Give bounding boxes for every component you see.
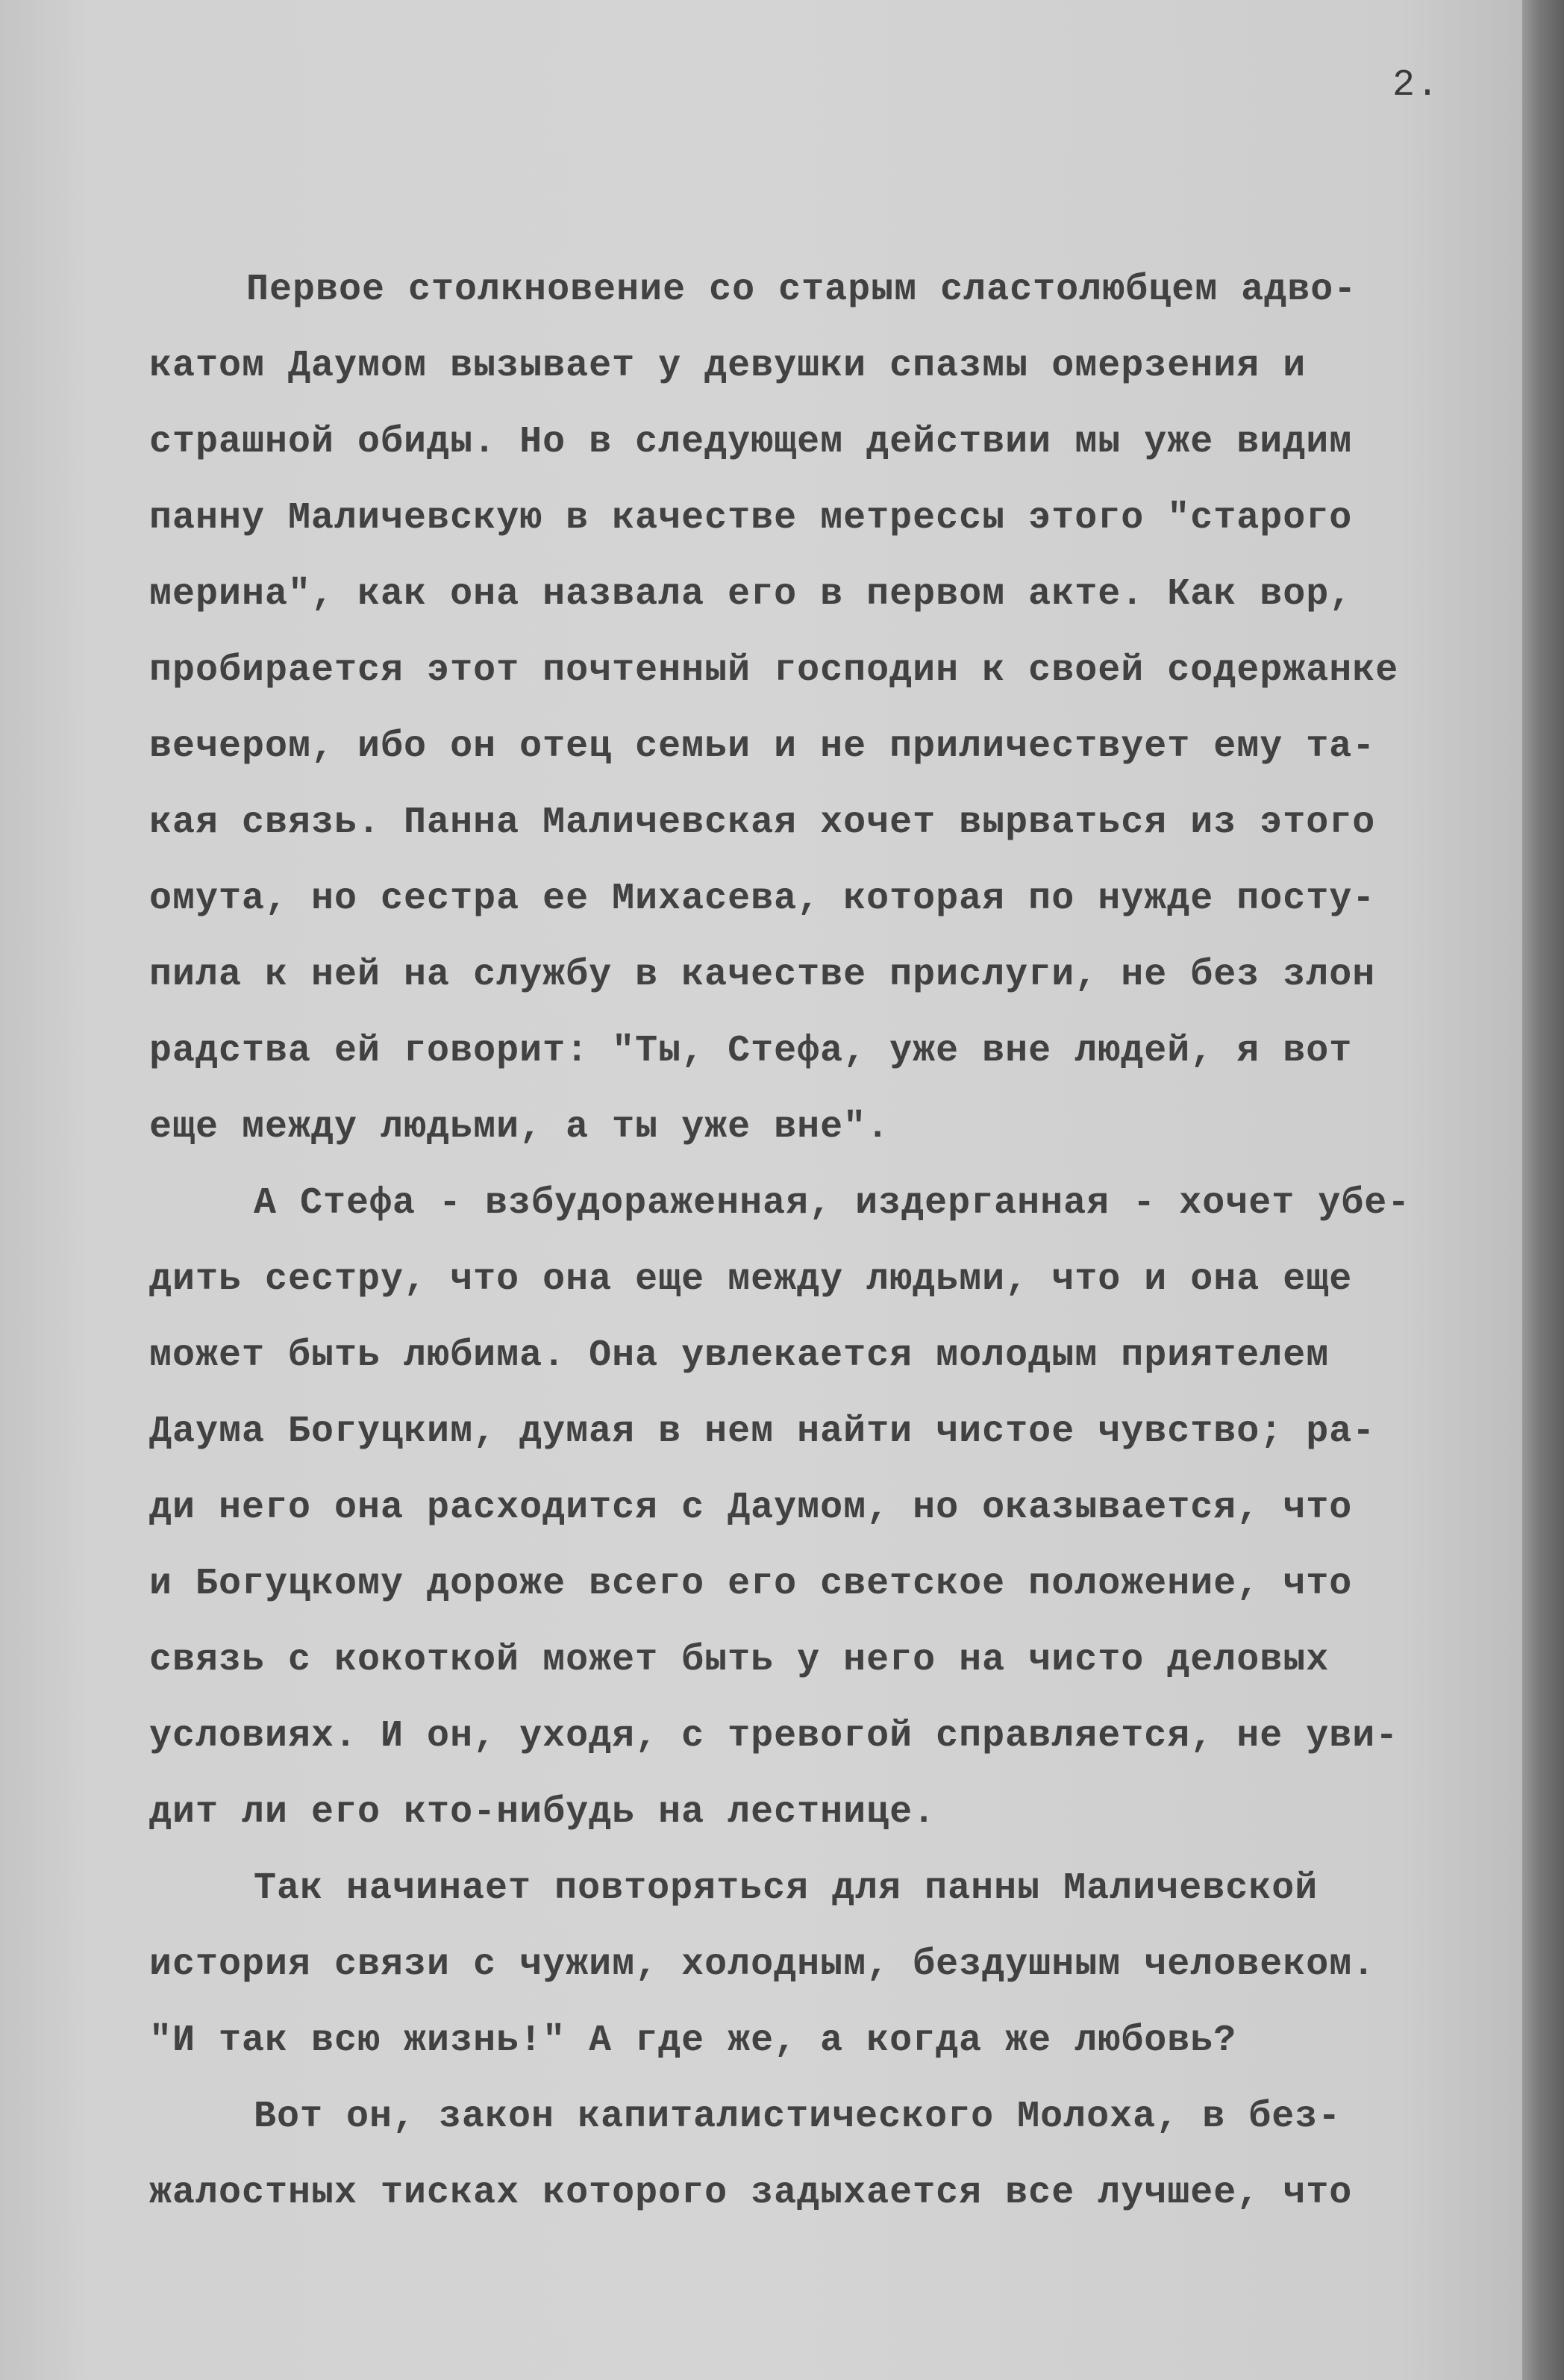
page-number: 2. <box>1392 64 1440 107</box>
scan-edge <box>1522 0 1564 2380</box>
text-line: омута, но сестра ее Михасева, которая по нужде посту- <box>149 878 1376 920</box>
text-line: пробирается этот почтенный господин к своей содержанке <box>149 649 1399 692</box>
text-line: Первое столкновение со старым сластолюбцем адво- <box>246 269 1357 311</box>
text-line: кая связь. Панна Маличевская хочет вырваться из этого <box>149 802 1376 844</box>
text-line: и Богуцкому дороже всего его светское положение, что <box>149 1563 1353 1605</box>
text-line: жалостных тисках которого задыхается все лучшее, что <box>149 2172 1353 2214</box>
text-line: радства ей говорит: "Ты, Стефа, уже вне людей, я вот <box>149 1030 1353 1072</box>
typed-text-body <box>149 252 1522 2231</box>
text-line: ди него она расходится с Даумом, но оказывается, что <box>149 1487 1353 1529</box>
text-line: мерина", как она назвала его в первом акте. Как вор, <box>149 573 1353 616</box>
text-line: дит ли его кто-нибудь на лестнице. <box>149 1791 936 1834</box>
text-line: еще между людьми, а ты уже вне". <box>149 1106 890 1149</box>
text-line: может быть любима. Она увлекается молодым приятелем <box>149 1334 1330 1377</box>
text-line: Так начинает повторяться для панны Маличевской <box>254 1867 1319 1910</box>
text-line: страшной обиды. Но в следующем действии мы уже видим <box>149 421 1353 463</box>
text-line: пила к ней на службу в качестве прислуги, не без злон <box>149 954 1376 996</box>
text-line: катом Даумом вызывает у девушки спазмы омерзения и <box>149 345 1307 387</box>
text-line: вечером, ибо он отец семьи и не приличествует ему та- <box>149 725 1376 768</box>
text-line: панну Маличевскую в качестве метрессы этого "старого <box>149 497 1353 540</box>
text-line: история связи с чужим, холодным, бездушным человеком. <box>149 1943 1376 1986</box>
text-line: связь с кокоткой может быть у него на чисто деловых <box>149 1639 1330 1681</box>
text-line: условиях. И он, уходя, с тревогой справляется, не уви- <box>149 1715 1399 1758</box>
text-line: Даума Богуцким, думая в нем найти чистое чувство; ра- <box>149 1411 1376 1453</box>
text-line: А Стефа - взбудораженная, издерганная - хочет убе- <box>254 1182 1411 1225</box>
text-line: "И так всю жизнь!" А где же, а когда же любовь? <box>149 2020 1237 2062</box>
text-line: дить сестру, что она еще между людьми, что и она еще <box>149 1258 1353 1301</box>
text-line: Вот он, закон капиталистического Молоха, в без- <box>254 2096 1342 2138</box>
